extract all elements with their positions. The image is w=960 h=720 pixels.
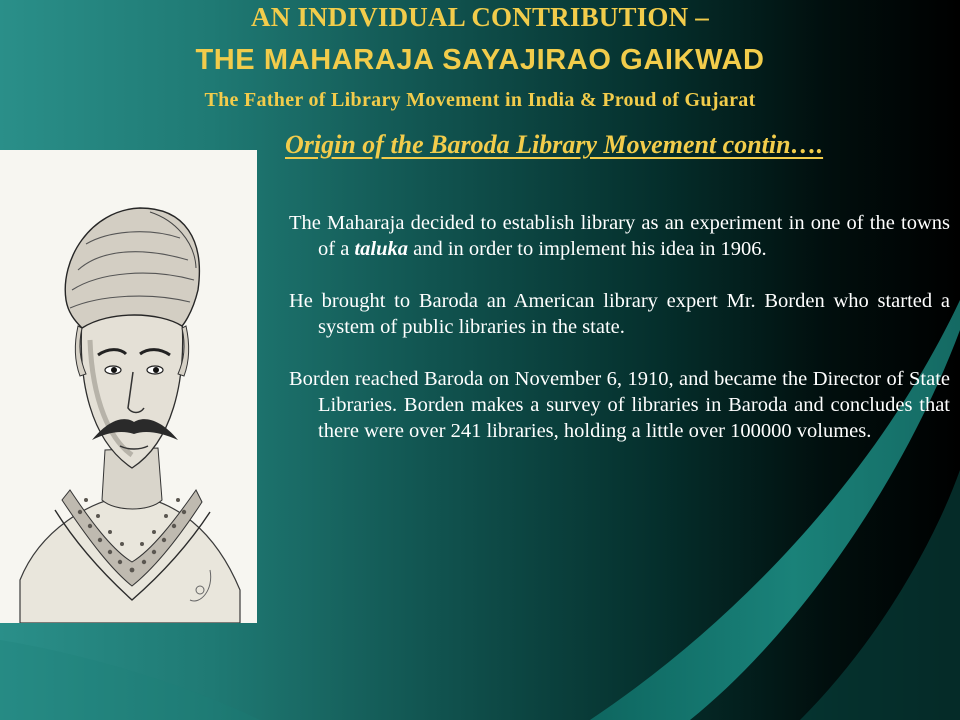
- paragraph-1-text-end: and in order to implement his idea in 1906.: [407, 238, 767, 260]
- portrait-engraving-image: [0, 150, 257, 623]
- title-line-3: The Father of Library Movement in India & Proud of Gujarat: [204, 89, 756, 111]
- paragraph-1-text-start: The Maharaja decided to establish library as an experiment in one of the towns of a: [289, 212, 950, 260]
- title-line-1: AN INDIVIDUAL CONTRIBUTION –: [251, 2, 709, 32]
- title-line-2: THE MAHARAJA SAYAJIRAO GAIKWAD: [195, 44, 765, 76]
- paragraph-3: Borden reached Baroda on November 6, 1910, and became the Director of State Libraries. Borden makes a survey of libraries in Baroda and concludes that there were over 241 libraries, holding a little over 100000 volumes.: [289, 368, 950, 442]
- slide-subtitle: Origin of the Baroda Library Movement contin….: [285, 130, 824, 159]
- paragraph-1: [289, 210, 950, 262]
- paragraph-2: He brought to Baroda an American library expert Mr. Borden who started a system of public libraries in the state.: [289, 290, 950, 338]
- paragraph-1-emphasis: taluka: [354, 238, 408, 260]
- body-text: [289, 210, 950, 470]
